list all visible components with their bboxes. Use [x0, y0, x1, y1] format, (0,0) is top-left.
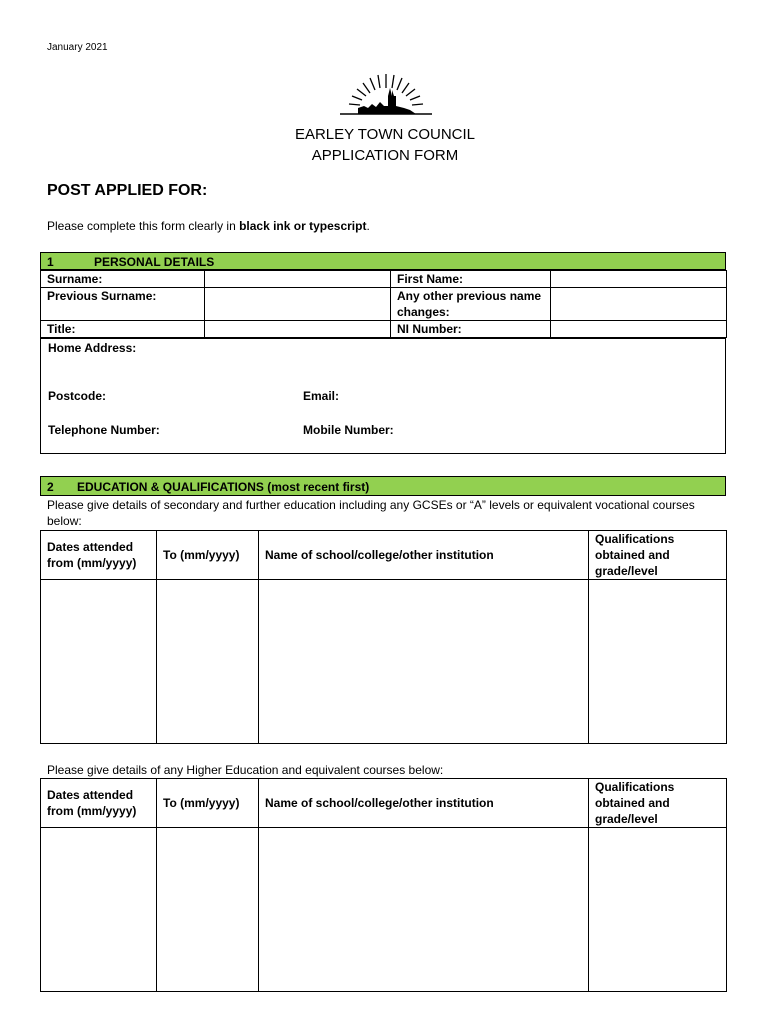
col-qualifications: Qualifications obtained and grade/level: [589, 779, 727, 828]
form-title: APPLICATION FORM: [311, 147, 459, 164]
ni-number-field[interactable]: [551, 321, 727, 338]
email-label: Email:: [303, 389, 340, 403]
ni-number-label: NI Number:: [391, 321, 551, 338]
secondary-institution-field[interactable]: [259, 580, 589, 744]
higher-qualifications-field[interactable]: [589, 828, 727, 992]
section-2-header: [40, 476, 726, 496]
org-name: EARLEY TOWN COUNCIL: [294, 126, 476, 143]
intro-text-end: .: [366, 219, 370, 233]
section-1-header: [40, 252, 726, 270]
telephone-label: Telephone Number:: [48, 423, 160, 437]
higher-dates-from-field[interactable]: [41, 828, 157, 992]
secondary-dates-from-field[interactable]: [41, 580, 157, 744]
col-to: To (mm/yyyy): [157, 779, 259, 828]
higher-education-table: [40, 778, 727, 992]
secondary-education-table: [40, 530, 727, 744]
postcode-label: Postcode:: [48, 389, 107, 403]
home-address-label: Home Address:: [48, 341, 137, 355]
surname-label: Surname:: [41, 271, 205, 288]
secondary-qualifications-field[interactable]: [589, 580, 727, 744]
col-institution: Name of school/college/other institution: [259, 531, 589, 580]
personal-details-table: [40, 270, 727, 338]
intro-text-start: Please complete this form clearly in: [47, 219, 240, 233]
col-qualifications: Qualifications obtained and grade/level: [589, 531, 727, 580]
col-dates-from: Dates attended from (mm/yyyy): [41, 779, 157, 828]
title-label: Title:: [41, 321, 205, 338]
address-contact-box[interactable]: [40, 338, 726, 454]
mobile-label: Mobile Number:: [303, 423, 394, 437]
secondary-to-field[interactable]: [157, 580, 259, 744]
col-dates-from: Dates attended from (mm/yyyy): [41, 531, 157, 580]
higher-education-instruction: Please give details of any Higher Education and equivalent courses below:: [47, 763, 444, 777]
section-2-number: 2: [47, 480, 54, 494]
intro-text-emphasis: black ink or typescript: [239, 219, 367, 233]
title-field[interactable]: [205, 321, 391, 338]
other-name-changes-label: Any other previous name changes:: [391, 288, 551, 321]
post-applied-label: POST APPLIED FOR:: [47, 182, 208, 199]
intro-text: [47, 219, 370, 233]
previous-surname-label: Previous Surname:: [41, 288, 205, 321]
higher-to-field[interactable]: [157, 828, 259, 992]
section-1-title: PERSONAL DETAILS: [94, 255, 215, 269]
section-1-number: 1: [47, 255, 54, 269]
document-date: January 2021: [47, 42, 108, 53]
council-logo: [330, 66, 442, 120]
secondary-education-instruction: Please give details of secondary and further education including any GCSEs or “A” levels or equivalent vocational courses below:: [47, 498, 695, 528]
first-name-label: First Name:: [391, 271, 551, 288]
first-name-field[interactable]: [551, 271, 727, 288]
col-to: To (mm/yyyy): [157, 531, 259, 580]
surname-field[interactable]: [205, 271, 391, 288]
section-2-title: EDUCATION & QUALIFICATIONS (most recent first): [77, 480, 370, 494]
col-institution: Name of school/college/other institution: [259, 779, 589, 828]
other-name-changes-field[interactable]: [551, 288, 727, 321]
higher-institution-field[interactable]: [259, 828, 589, 992]
previous-surname-field[interactable]: [205, 288, 391, 321]
